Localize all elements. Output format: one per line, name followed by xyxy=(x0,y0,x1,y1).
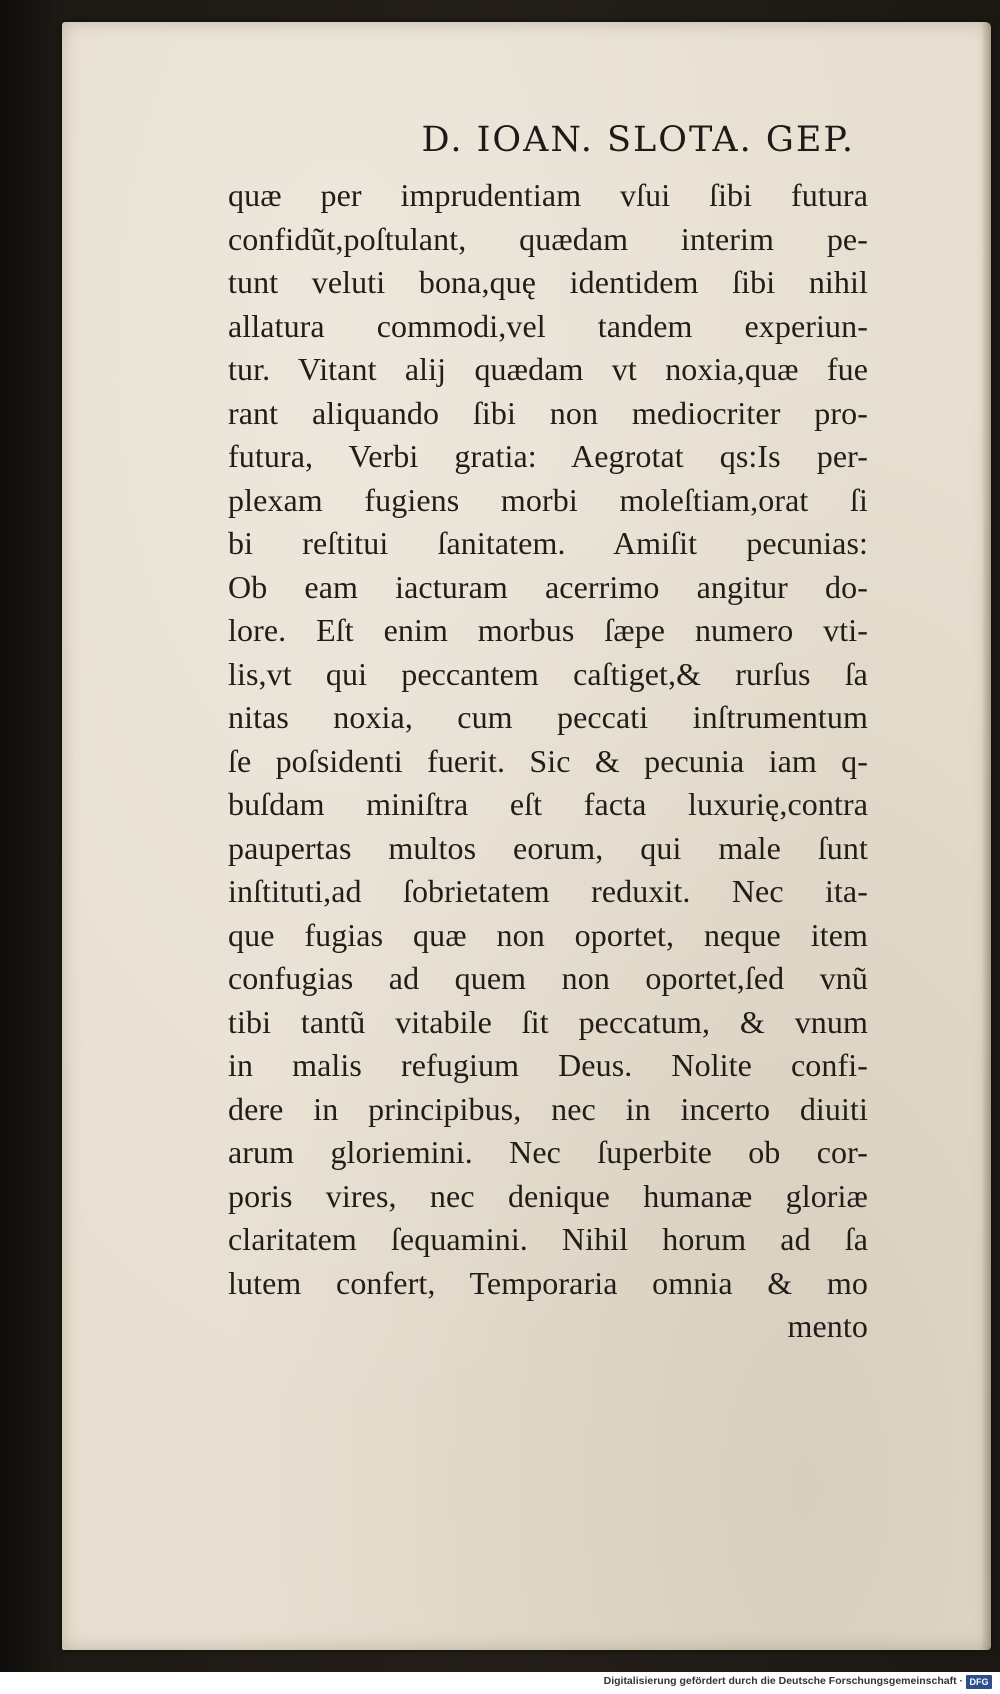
page-edge-shadow xyxy=(981,22,991,1650)
text-line: allatura commodi,vel tandem experiun- xyxy=(228,307,868,344)
text-line: nitas noxia, cum peccati inſtrumentum xyxy=(228,699,868,735)
text-line: plexam fugiens morbi moleſtiam,orat ſi xyxy=(228,481,868,518)
text-line: Ob eam iacturam acerrimo angitur do- xyxy=(228,568,868,605)
text-line: claritatem ſequamini. Nihil horum ad ſa xyxy=(228,1221,868,1257)
body-text xyxy=(228,174,868,1349)
digitization-footer xyxy=(0,1672,1000,1694)
funding-credit: Digitalisierung gefördert durch die Deutsche Forschungsgemeinschaft · xyxy=(603,1675,963,1687)
text-line: inſtituti,ad ſobrietatem reduxit. Nec ita- xyxy=(228,873,868,909)
text-line: confugias ad quem non oportet,ſed vnũ xyxy=(228,960,868,996)
dfg-logo-icon: DFG xyxy=(966,1675,992,1689)
text-line: tibi tantũ vitabile ſit peccatum, & vnum xyxy=(228,1003,868,1040)
text-line: lis,vt qui peccantem caſtiget,& rurſus ſa xyxy=(228,655,868,692)
text-line: tur. Vitant alij quædam vt noxia,quæ fue xyxy=(228,351,868,387)
text-line: lutem confert, Temporaria omnia & mo xyxy=(228,1264,868,1301)
running-head: D. IOAN. SLOTA. GEP. xyxy=(421,120,855,160)
text-line: in malis refugium Deus. Nolite confi- xyxy=(228,1047,868,1083)
catchword: mento xyxy=(787,1308,868,1344)
text-line: arum gloriemini. Nec ſuperbite ob cor- xyxy=(228,1134,868,1170)
text-line: lore. Eſt enim morbus ſæpe numero vti- xyxy=(228,612,868,648)
text-line: buſdam miniſtra eſt facta luxurię,contra xyxy=(228,786,868,822)
text-line: paupertas multos eorum, qui male ſunt xyxy=(228,829,868,866)
text-line: tunt veluti bona,quę identidem ſibi nihil xyxy=(228,264,868,300)
text-line: poris vires, nec denique humanæ gloriæ xyxy=(228,1177,868,1214)
text-line: dere in principibus, nec in incerto diuiti xyxy=(228,1090,868,1127)
text-line: bi reſtitui ſanitatem. Amiſit pecunias: xyxy=(228,525,868,561)
text-line: quæ per imprudentiam vſui ſibi futura xyxy=(228,177,868,213)
text-line: confidũt,poſtulant, quædam interim pe- xyxy=(228,220,868,257)
text-line: que fugias quæ non oportet, neque item xyxy=(228,916,868,953)
text-line: futura, Verbi gratia: Aegrotat qs:Is per- xyxy=(228,438,868,474)
text-line: rant aliquando ſibi non mediocriter pro- xyxy=(228,394,868,431)
text-line: ſe poſsidenti fuerit. Sic & pecunia iam q- xyxy=(228,742,868,779)
